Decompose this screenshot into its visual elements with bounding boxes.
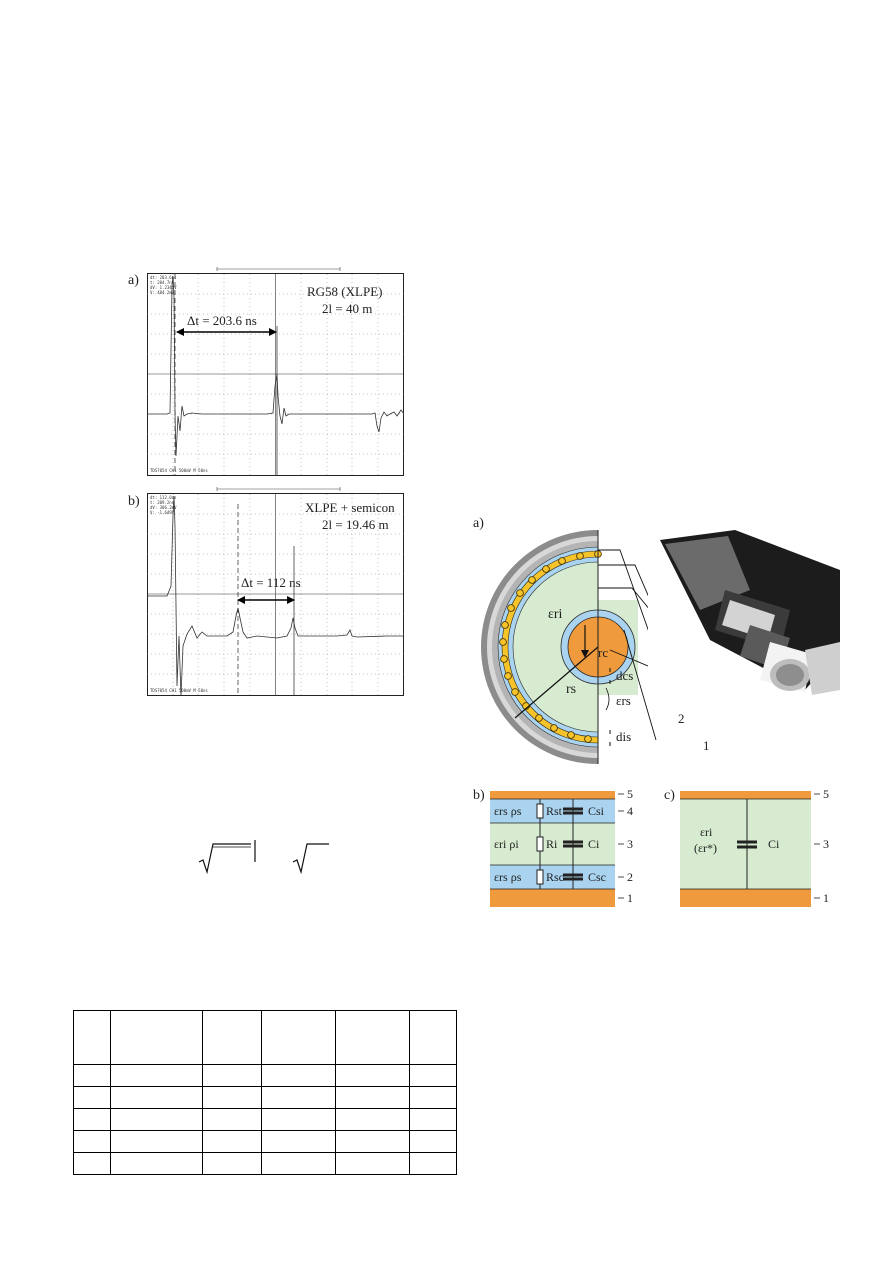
circuit-c-eps-r-star: (εr*) [694,841,718,855]
label-r-c: rc [598,645,609,660]
level-3: 3 [627,837,633,851]
circuit-b [490,788,650,918]
svg-text:V: 484.2mV: V: 484.2mV [150,290,175,295]
table-row [74,1109,457,1131]
capacitor-c-i: Ci [588,837,600,851]
oscilloscope-a [147,266,404,476]
panel-label-right-c: c) [664,788,675,803]
callout-1: 1 [703,738,710,753]
svg-text:t: 209.2ns: t: 209.2ns [150,500,175,505]
table-row [74,1131,457,1153]
panel-label-right-b: b) [473,788,485,803]
level-4: 4 [627,804,633,818]
scope-b-title-line1: XLPE + semicon [305,500,395,515]
table-header-row [74,1011,457,1065]
level-2: 2 [627,870,633,884]
table-cell [409,1011,456,1065]
table-cell [335,1011,409,1065]
scope-a-title-line2: 2l = 40 m [322,301,373,316]
resistor-r-st: Rst [546,804,563,818]
level-1: 1 [627,891,633,905]
table-cell [203,1011,261,1065]
level-5: 5 [627,788,633,801]
panel-label-a: a) [128,273,139,288]
callout-2: 2 [678,711,685,726]
svg-text:TDS7054 CH1 500mV M 50ns: TDS7054 CH1 500mV M 50ns [150,468,208,473]
circuit-b-layer-top-label: εrs ρs [494,804,522,818]
data-table [73,1010,457,1175]
label-eps-ri: εri [548,607,563,622]
circuit-b-layer-mid-label: εri ρi [494,837,519,851]
table-cell [261,1011,335,1065]
table-cell [74,1011,111,1065]
circuit-c-capacitor-c-i: Ci [768,837,780,851]
circuit-c-level-3: 3 [823,837,829,851]
svg-text:V: -1.649V: V: -1.649V [150,510,175,515]
table-row [74,1153,457,1175]
formula-fragment [195,840,335,881]
oscilloscope-b [147,486,404,696]
scope-a-title-line1: RG58 (XLPE) [307,284,383,299]
table-row [74,1065,457,1087]
label-r-s: rs [566,682,577,697]
scope-b-delta-t: Δt = 112 ns [241,575,301,590]
svg-text:dt: 112.0ns: dt: 112.0ns [150,495,177,500]
circuit-c-level-1: 1 [823,891,829,905]
cable-photo [648,530,840,705]
label-eps-rs: εrs [616,693,631,708]
circuit-b-layer-bottom-label: εrs ρs [494,870,522,884]
cable-cross-section [460,530,840,770]
svg-text:dV: 306.2mV: dV: 306.2mV [150,505,177,510]
table-row [74,1087,457,1109]
label-d-cs: dcs [616,668,634,683]
scope-a-delta-t: Δt = 203.6 ns [187,313,257,328]
resistor-r-sc: Rsc [546,870,564,884]
circuit-c-eps-ri: εri [700,825,713,839]
svg-text:dV: 1.2346V: dV: 1.2346V [150,285,177,290]
svg-text:dt: 203.6ns: dt: 203.6ns [150,275,177,280]
resistor-r-i: Ri [546,837,558,851]
label-d-is: dis [616,729,632,744]
panel-label-b: b) [128,494,140,509]
circuit-c-level-5: 5 [823,788,829,801]
capacitor-c-si: Csi [588,804,605,818]
capacitor-c-sc: Csc [588,870,606,884]
svg-text:TDS7054 CH1 500mV M 50ns: TDS7054 CH1 500mV M 50ns [150,688,208,693]
scope-b-title-line2: 2l = 19.46 m [322,517,389,532]
panel-label-right-a: a) [473,516,484,531]
svg-text:t: 204.7ns: t: 204.7ns [150,280,175,285]
table-cell [110,1011,203,1065]
circuit-c [680,788,850,918]
